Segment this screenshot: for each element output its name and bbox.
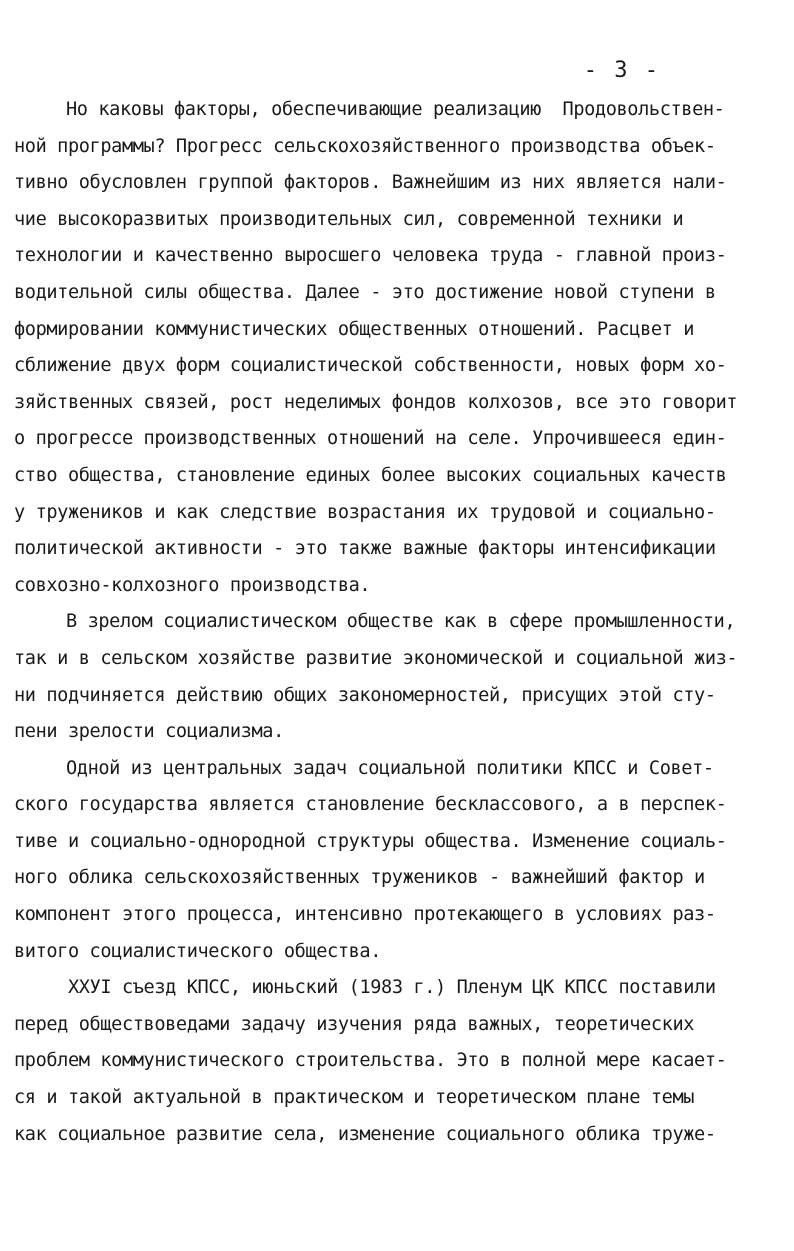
text-line: перед обществоведами задачу изучения ряда важных, теоретических [14, 1013, 695, 1035]
paragraph-4 [14, 970, 784, 1153]
text-line: Но каковы факторы, обеспечивающие реализацию Продовольствен- [66, 99, 725, 120]
text-line: пени зрелости социализма. [14, 721, 284, 743]
text-line: как социальное развитие села, изменение социального облика труже- [14, 1123, 716, 1145]
text-line: Одной из центральных задач социальной политики КПСС и Совет- [66, 757, 714, 779]
text-line: ни подчиняется действию общих закономерностей, присущих этой сту- [14, 684, 716, 706]
text-line: тиве и социально-однородной структуры общества. Изменение социаль- [14, 830, 727, 852]
text-line: технологии и качественно выросшего человека труда - главной произ- [14, 245, 727, 267]
text-line: совхозно-колхозного производства. [14, 574, 371, 596]
text-line: водительной силы общества. Далее - это достижение новой ступени в [14, 281, 716, 303]
paragraph-3 [14, 751, 784, 971]
text-line: ся и такой актуальной в практическом и теоретическом плане темы [14, 1087, 695, 1109]
text-line: зяйственных связей, рост неделимых фондов колхозов, все это говорит [14, 391, 738, 413]
text-line: ХХУI съезд КПСС, июньский (1983 г.) Пленум ЦК КПСС поставили [68, 977, 716, 999]
text-line: так и в сельском хозяйстве развитие экономической и социальной жиз- [14, 647, 738, 669]
text-line: ство общества, становление единых более высоких социальных качеств [14, 464, 727, 486]
text-line: чие высокоразвитых производительных сил, современной техники и [14, 208, 684, 230]
text-line: о прогрессе производственных отношений на селе. Упрочившееся един- [14, 428, 727, 450]
text-line: у тружеников и как следствие возрастания их трудовой и социально- [14, 501, 716, 523]
text-line: проблем коммунистического строительства. Это в полной мере касает- [14, 1050, 727, 1072]
text-line: компонент этого процесса, интенсивно протекающего в условиях раз- [14, 904, 716, 926]
text-line: политической активности - это также важные факторы интенсификации [14, 538, 716, 560]
text-line: ного облика сельскохозяйственных тружеников - важнейший фактор и [14, 867, 705, 889]
text-line: тивно обусловлен группой факторов. Важнейшим из них является нали- [14, 172, 727, 194]
text-line: ского государства является становление бесклассового, а в перспек- [14, 794, 727, 816]
text-line: В зрелом социалистическом обществе как в сфере промышленности, [66, 611, 736, 633]
text-line: витого социалистического общества. [14, 940, 382, 962]
text-line: ной программы? Прогресс сельскохозяйственного производства объек- [14, 135, 716, 157]
paragraph-1 [14, 92, 784, 604]
paragraph-2 [14, 604, 784, 750]
page-number: - 3 - [583, 58, 660, 83]
body-text [14, 92, 784, 1153]
text-line: сближение двух форм социалистической собственности, новых форм хо- [14, 355, 727, 377]
text-line: формировании коммунистических общественных отношений. Расцвет и [14, 318, 695, 340]
